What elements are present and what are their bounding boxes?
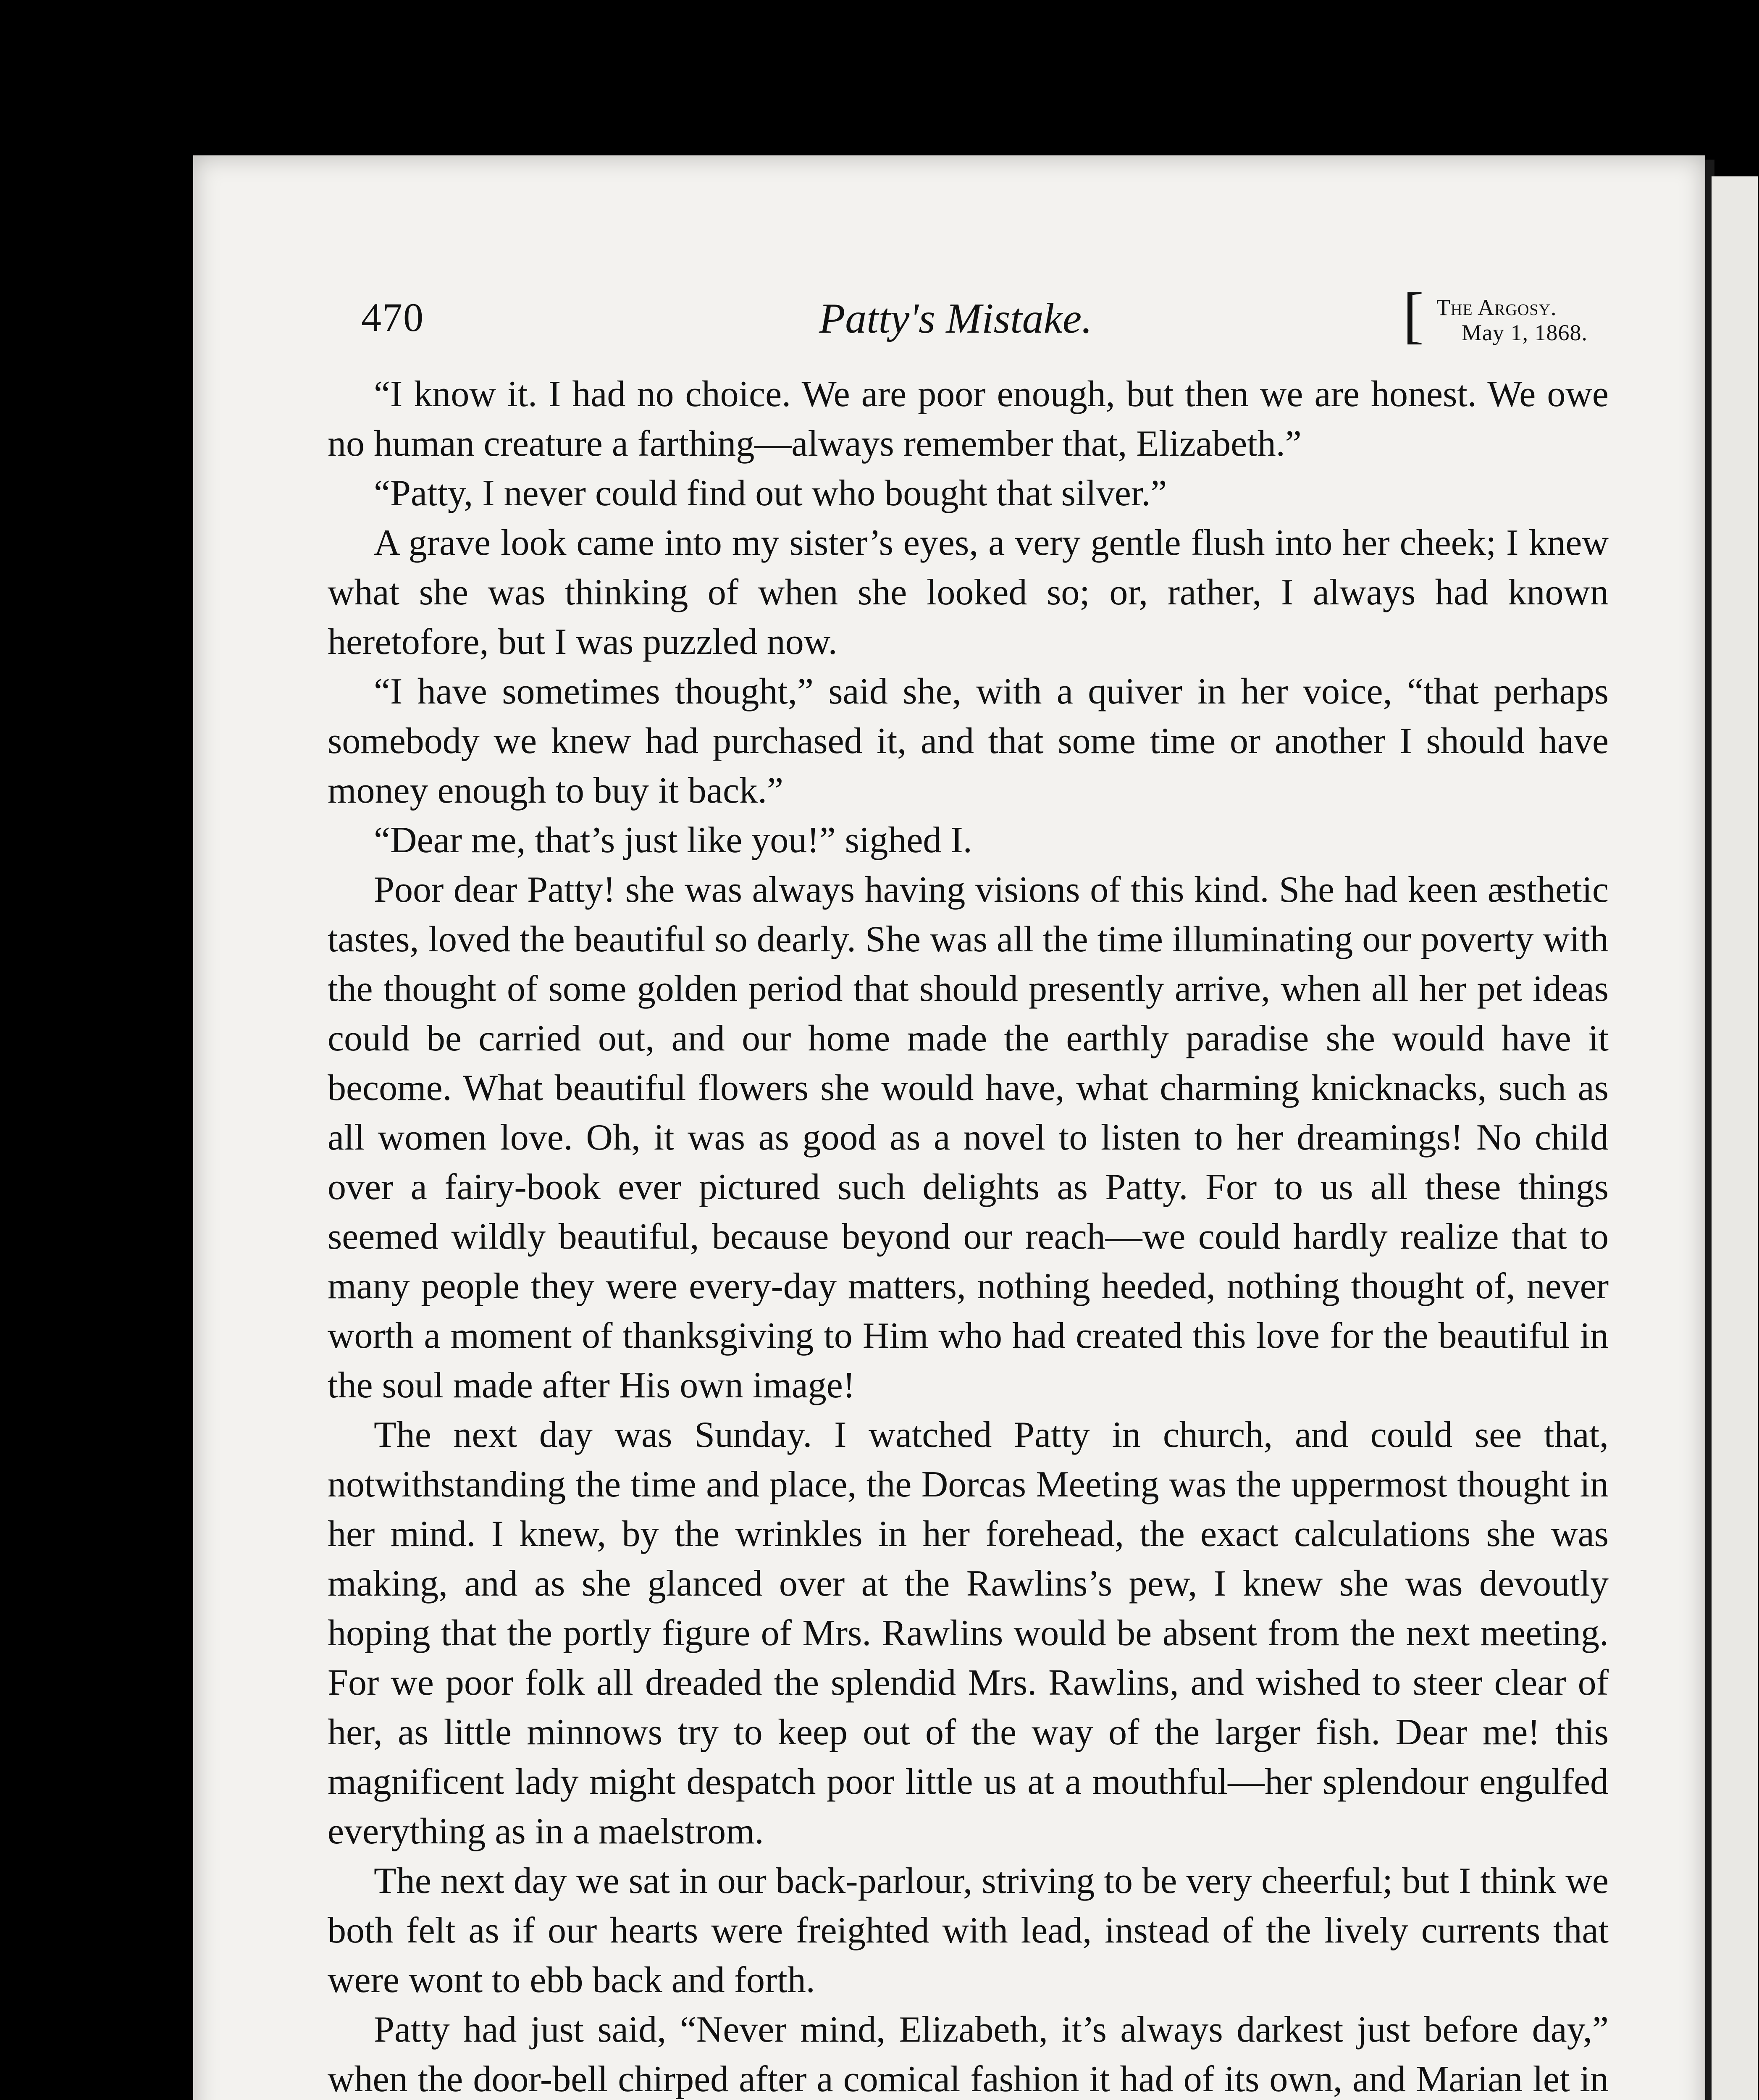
journal-info — [1436, 295, 1588, 345]
page-number: 470 — [361, 295, 424, 340]
running-title: Patty's Mistake. — [819, 295, 1092, 342]
journal-bracket: [ — [1403, 280, 1424, 350]
paragraph: The next day was Sunday. I watched Patty in church, and could see that, notwithstanding the time and place, the Dorcas Meeting was the uppermost thought in her mind. I knew, by the wrinkles in her forehead, the exact calculations she was making, and as she glanced over at the Rawlins’s pew, I knew she was devoutly hoping that the portly figure of Mrs. Rawlins would be absent from the next meeting. For we poor folk all dreaded the splendid Mrs. Rawlins, and wished to steer clear of her, as little minnows try to keep out of the way of the larger fish. Dear me! this magnificent lady might despatch poor little us at a mouthful—her splendour engulfed everything as in a maelstrom. — [328, 1415, 1609, 1852]
body-text — [328, 370, 1609, 2100]
paragraph: Poor dear Patty! she was always having visions of this kind. She had keen æsthetic tastes, loved the beautiful so dearly. She was all the time illuminating our poverty with the thought of some golden period that should presently arrive, when all her pet ideas could be carried out, and our home made the earthly paradise she would have it become. What beautiful flowers she would have, what charming knicknacks, such as all women love. Oh, it was as good as a novel to listen to her dreamings! No child over a fairy-book ever pictured such delights as Patty. For to us all these things seemed wildly beautiful, because beyond our reach—we could hardly realize that to many people they were every-day matters, nothing heeded, nothing thought of, never worth a moment of thanksgiving to Him who had created this love for the beautiful in the soul made after His own image! — [328, 869, 1609, 1406]
paragraph: “I know it. I had no choice. We are poor enough, but then we are honest. We owe no human creature a farthing—always remember that, Elizabeth.” — [328, 374, 1609, 464]
paragraph: “I have sometimes thought,” said she, with a quiver in her voice, “that perhaps somebody we knew had purchased it, and that some time or another I should have money enough to buy it back.” — [328, 671, 1609, 811]
adjacent-page-strip — [1712, 176, 1758, 2100]
paragraph: A grave look came into my sister’s eyes, a very gentle flush into her cheek; I knew what she was thinking of when she looked so; or, rather, I always had known heretofore, but I was puzzled now. — [328, 522, 1609, 662]
paragraph: Patty had just said, “Never mind, Elizabeth, it’s always darkest just before day,” when the door-bell chirped after a comical fashion it had of its own, and Marian let in — [328, 2009, 1609, 2100]
page-header — [361, 280, 1613, 350]
paragraph: “Dear me, that’s just like you!” sighed I. — [374, 820, 972, 861]
journal-date: May 1, 1868. — [1462, 320, 1588, 345]
journal-title: The Argosy. — [1436, 295, 1557, 320]
paragraph: The next day we sat in our back-parlour, striving to be very cheerful; but I think we both felt as if our hearts were freighted with lead, instead of the lively currents that were wont to ebb back and forth. — [328, 1861, 1609, 2000]
paragraph: “Patty, I never could find out who bought that silver.” — [374, 473, 1167, 514]
